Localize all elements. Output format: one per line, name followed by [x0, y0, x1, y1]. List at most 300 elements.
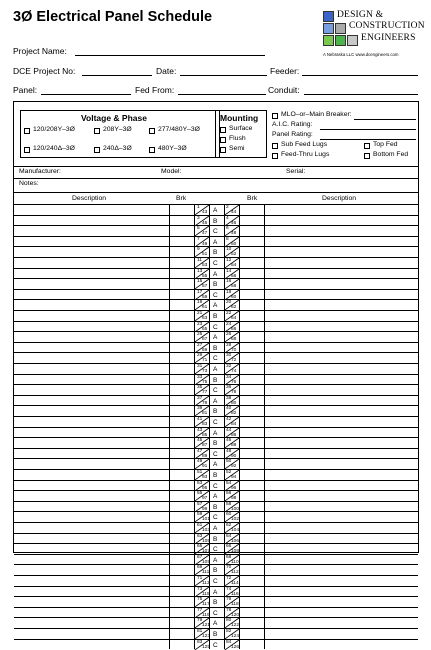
voltage-option-5-checkbox[interactable]: [94, 147, 100, 153]
circuit-number-left-top: 77: [197, 607, 203, 613]
table-row[interactable]: [14, 236, 418, 247]
phase-label: A: [213, 397, 218, 405]
serial-label: Serial:: [286, 168, 306, 175]
circuit-number-left-top: 57: [197, 501, 203, 507]
phase-label: A: [213, 302, 218, 310]
mounting-semi-checkbox[interactable]: [220, 147, 226, 153]
circuit-number-left-bottom: 89: [202, 453, 208, 459]
circuit-number-left-top: 81: [197, 629, 203, 634]
circuit-number-left-top: 13: [197, 268, 203, 274]
circuit-number-right-bottom: 46: [231, 220, 237, 226]
circuit-number-right-top: 70: [226, 565, 232, 571]
phase-label: B: [213, 472, 218, 479]
table-row[interactable]: [14, 458, 418, 469]
mounting-surface-checkbox[interactable]: [220, 127, 226, 133]
circuit-number-left-bottom: 123: [202, 634, 211, 639]
circuit-number-left-top: 15: [197, 279, 203, 285]
circuit-number-left-top: 55: [197, 491, 203, 497]
phase-label: C: [213, 355, 218, 363]
circuit-number-left-top: 9: [197, 247, 200, 253]
table-row[interactable]: [14, 607, 418, 618]
bottom-fed-label: Bottom Fed: [373, 151, 409, 158]
panel-label: Panel:: [13, 85, 38, 95]
logo-square: [347, 35, 358, 46]
circuit-number-right-top: 40: [226, 406, 232, 412]
circuit-number-right-bottom: 84: [231, 422, 237, 427]
voltage-option-3-checkbox[interactable]: [149, 128, 155, 134]
circuit-number-right-top: 24: [226, 321, 232, 327]
divider: [14, 166, 418, 167]
mounting-surface-label: Surface: [229, 125, 253, 132]
circuit-number-left-bottom: 113: [202, 581, 210, 586]
circuit-number-left-top: 83: [197, 639, 203, 645]
phase-label: C: [213, 450, 218, 458]
circuit-number-left-top: 27: [197, 342, 203, 348]
circuit-number-right-bottom: 58: [231, 284, 237, 290]
circuit-number-right-top: 48: [226, 448, 232, 454]
circuit-number-right-top: 30: [226, 353, 232, 359]
circuit-number-right-top: 66: [226, 544, 232, 550]
circuit-number-right-bottom: 110: [231, 559, 239, 565]
feed-thru-lugs-checkbox[interactable]: [272, 153, 278, 159]
circuit-number-left-top: 43: [197, 427, 203, 433]
circuit-number-right-top: 64: [226, 533, 232, 539]
table-row[interactable]: [14, 257, 418, 268]
circuit-number-left-bottom: 61: [202, 305, 208, 311]
circuit-number-left-bottom: 85: [202, 432, 208, 438]
schedule-frame: [13, 101, 419, 650]
circuit-number-left-bottom: 53: [202, 263, 208, 268]
circuit-number-right-top: 12: [226, 258, 232, 263]
circuit-number-right-bottom: 72: [231, 358, 237, 364]
phase-label: B: [213, 535, 218, 543]
circuit-number-left-bottom: 103: [202, 528, 211, 533]
circuit-number-left-top: 1: [197, 205, 200, 210]
date-label: Date:: [156, 66, 177, 76]
feeder-label: Feeder:: [270, 66, 300, 76]
circuit-number-left-bottom: 73: [202, 369, 208, 374]
phase-label: B: [213, 440, 218, 448]
table-row[interactable]: [14, 469, 418, 480]
circuit-number-right-bottom: 118: [231, 602, 239, 608]
logo-square: [323, 23, 334, 34]
manufacturer-label: Manufacturer:: [19, 168, 61, 175]
model-label: Model:: [161, 168, 182, 175]
circuit-number-right-top: 76: [226, 597, 232, 603]
right-breaker-header: Brk: [247, 195, 258, 202]
table-row[interactable]: [14, 289, 418, 300]
circuit-number-right-top: 2: [226, 205, 229, 210]
left-breaker-header: Brk: [176, 195, 187, 202]
circuit-number-right-bottom: 48: [231, 231, 237, 237]
circuit-number-left-bottom: 81: [202, 411, 208, 417]
phase-label: C: [213, 228, 218, 236]
circuit-number-left-bottom: 87: [202, 443, 208, 449]
phase-label: B: [213, 599, 218, 607]
project-name-label: Project Name:: [13, 46, 67, 56]
phase-label: C: [213, 578, 218, 585]
circuit-number-right-bottom: 122: [231, 623, 240, 629]
circuit-number-left-top: 47: [197, 448, 203, 454]
phase-label: C: [213, 482, 218, 490]
circuit-number-left-bottom: 79: [202, 400, 208, 406]
circuit-number-right-top: 28: [226, 342, 232, 348]
circuit-number-right-bottom: 60: [231, 294, 237, 300]
mounting-flush-checkbox[interactable]: [220, 137, 226, 143]
voltage-option-3-label: 277/480Y–3Ø: [158, 126, 200, 133]
circuit-number-right-top: 80: [226, 618, 232, 624]
circuit-number-right-top: 56: [226, 491, 232, 497]
dce-project-no-label: DCE Project No:: [13, 66, 76, 76]
mounting-flush-label: Flush: [229, 135, 246, 142]
circuit-number-right-bottom: 94: [231, 475, 237, 480]
circuit-number-right-top: 52: [226, 470, 232, 475]
circuit-number-left-bottom: 77: [202, 390, 208, 396]
phase-label: C: [213, 387, 218, 395]
logo-square: [323, 11, 334, 22]
phase-label: B: [213, 344, 218, 352]
logo-square: [323, 35, 334, 46]
voltage-option-6-label: 480Y–3Ø: [158, 145, 187, 152]
circuit-number-right-bottom: 68: [231, 337, 237, 343]
left-description-header: Description: [72, 195, 106, 202]
circuit-number-left-top: 3: [197, 215, 200, 221]
circuit-number-left-top: 67: [197, 554, 203, 560]
table-row[interactable]: [14, 352, 418, 363]
circuit-number-left-top: 65: [197, 544, 203, 550]
circuit-number-right-bottom: 120: [231, 612, 240, 618]
circuit-number-left-bottom: 57: [202, 284, 208, 290]
circuit-number-right-bottom: 44: [231, 210, 237, 215]
circuit-number-left-top: 11: [197, 258, 202, 263]
phase-label: C: [213, 260, 218, 267]
phase-label: C: [213, 323, 218, 331]
table-row[interactable]: [14, 490, 418, 501]
table-row[interactable]: [14, 427, 418, 438]
circuit-number-right-top: 62: [226, 523, 232, 528]
panel-field[interactable]: [41, 94, 131, 95]
circuit-number-left-top: 79: [197, 618, 203, 624]
voltage-option-1-checkbox[interactable]: [24, 128, 30, 134]
circuit-number-right-bottom: 92: [231, 464, 237, 470]
circuit-number-right-bottom: 116: [231, 591, 239, 597]
voltage-option-1-label: 120/208Y–3Ø: [33, 126, 75, 133]
circuit-number-left-top: 45: [197, 438, 203, 444]
circuit-number-right-top: 42: [226, 417, 232, 422]
voltage-phase-title: Voltage & Phase: [81, 113, 147, 123]
conduit-label: Conduit:: [268, 85, 300, 95]
feeder-field[interactable]: [302, 75, 418, 76]
circuit-number-right-top: 46: [226, 438, 232, 444]
circuit-number-right-bottom: 50: [231, 241, 237, 247]
circuit-number-right-top: 60: [226, 512, 232, 518]
circuit-number-right-bottom: 62: [231, 305, 237, 311]
circuit-number-right-bottom: 54: [231, 263, 237, 268]
circuit-number-right-bottom: 78: [231, 390, 237, 396]
phase-label: A: [213, 493, 218, 501]
table-row[interactable]: [14, 639, 418, 650]
table-row[interactable]: [14, 278, 418, 289]
circuit-number-left-bottom: 125: [202, 644, 211, 650]
logo-line-2: CONSTRUCTION: [349, 21, 425, 31]
circuit-number-left-bottom: 43: [202, 210, 208, 215]
circuit-number-left-top: 35: [197, 385, 203, 391]
phase-label: B: [213, 217, 218, 225]
table-row[interactable]: [14, 299, 418, 310]
circuit-number-right-top: 32: [226, 364, 232, 369]
circuit-number-right-top: 36: [226, 385, 232, 391]
circuit-number-right-bottom: 98: [231, 496, 237, 502]
fed-from-field[interactable]: [178, 94, 266, 95]
top-fed-checkbox[interactable]: [364, 143, 370, 149]
table-row[interactable]: [14, 374, 418, 385]
mlo-label: MLO–or–Main Breaker:: [281, 111, 352, 118]
circuit-number-right-bottom: 104: [231, 528, 240, 533]
table-row[interactable]: [14, 575, 418, 586]
circuit-number-left-bottom: 65: [202, 326, 208, 332]
circuit-number-left-bottom: 119: [202, 612, 210, 618]
voltage-option-4-label: 120/240Δ–3Ø: [33, 145, 75, 152]
circuit-number-left-top: 53: [197, 480, 203, 486]
phase-label: A: [213, 366, 218, 373]
notes-label: Notes:: [19, 180, 39, 187]
circuit-number-right-bottom: 96: [231, 485, 237, 491]
aic-rating-field[interactable]: [320, 129, 416, 130]
phase-label: C: [213, 546, 218, 554]
project-name-field[interactable]: [75, 55, 265, 56]
phase-label: B: [213, 313, 218, 320]
circuit-number-left-bottom: 71: [202, 358, 208, 364]
conduit-field[interactable]: [304, 94, 418, 95]
circuit-number-right-top: 84: [226, 639, 232, 645]
circuit-number-right-bottom: 52: [231, 252, 237, 258]
bottom-fed-checkbox[interactable]: [364, 153, 370, 159]
table-row[interactable]: [14, 501, 418, 512]
circuit-number-right-top: 58: [226, 501, 232, 507]
circuit-number-left-top: 63: [197, 533, 203, 539]
circuit-number-left-top: 39: [197, 406, 203, 412]
circuit-number-right-top: 72: [226, 576, 232, 581]
circuit-number-left-bottom: 99: [202, 506, 208, 512]
phase-label: A: [213, 620, 218, 628]
voltage-option-4-checkbox[interactable]: [24, 147, 30, 153]
table-row[interactable]: [14, 448, 418, 459]
circuit-number-left-bottom: 59: [202, 294, 208, 300]
circuit-number-right-bottom: 124: [231, 634, 240, 639]
logo-square: [335, 35, 346, 46]
phase-label: C: [213, 291, 218, 299]
circuit-number-left-top: 17: [197, 289, 203, 295]
circuit-number-right-top: 14: [226, 268, 232, 274]
circuit-number-left-top: 23: [197, 321, 203, 327]
mlo-field[interactable]: [354, 119, 416, 120]
phase-label: A: [213, 238, 218, 246]
circuit-number-right-top: 54: [226, 480, 232, 486]
circuit-number-left-top: 19: [197, 300, 203, 306]
circuit-number-right-bottom: 86: [231, 432, 237, 438]
voltage-option-2-checkbox[interactable]: [94, 128, 100, 134]
table-row[interactable]: [14, 395, 418, 406]
panel-rating-field[interactable]: [320, 139, 416, 140]
phase-label: A: [213, 207, 218, 214]
circuit-number-right-bottom: 112: [231, 570, 239, 576]
circuit-number-right-bottom: 114: [231, 581, 239, 586]
circuit-number-right-top: 26: [226, 332, 232, 338]
table-row[interactable]: [14, 564, 418, 575]
voltage-option-5-label: 240Δ–3Ø: [103, 145, 132, 152]
right-description-header: Description: [322, 195, 356, 202]
logo-line-1: DESIGN &: [337, 10, 384, 20]
circuit-number-right-top: 74: [226, 586, 232, 592]
circuit-number-right-top: 82: [226, 629, 232, 634]
circuit-number-right-top: 44: [226, 427, 232, 433]
circuit-number-left-bottom: 83: [202, 422, 208, 427]
voltage-phase-box: [20, 110, 220, 158]
table-row[interactable]: [14, 246, 418, 257]
table-row[interactable]: [14, 331, 418, 342]
date-field[interactable]: [180, 75, 267, 76]
mlo-checkbox[interactable]: [272, 113, 278, 119]
circuit-number-left-bottom: 111: [202, 570, 210, 576]
page-title: 3Ø Electrical Panel Schedule: [13, 9, 213, 25]
circuit-number-right-bottom: 102: [231, 517, 240, 523]
phase-label: B: [213, 376, 218, 384]
circuit-number-left-bottom: 49: [202, 241, 208, 247]
circuit-number-right-bottom: 70: [231, 347, 237, 353]
circuit-number-left-top: 49: [197, 459, 203, 465]
table-row[interactable]: [14, 543, 418, 554]
circuit-number-right-bottom: 100: [231, 506, 240, 512]
circuit-number-left-top: 69: [197, 565, 203, 571]
table-row[interactable]: [14, 586, 418, 597]
mounting-box: [215, 110, 267, 158]
sub-feed-lugs-label: Sub Feed Lugs: [281, 141, 328, 148]
circuit-number-left-bottom: 45: [202, 220, 208, 226]
phase-label: A: [213, 556, 218, 564]
table-row[interactable]: [14, 204, 418, 215]
circuit-number-left-top: 25: [197, 332, 203, 338]
circuit-number-left-top: 73: [197, 586, 203, 592]
circuit-number-left-top: 51: [197, 470, 203, 475]
table-row[interactable]: [14, 511, 418, 522]
circuit-number-left-top: 33: [197, 374, 203, 380]
logo-tagline: A Nebraska LLC www.dcengineers.com: [323, 52, 399, 57]
circuit-number-left-bottom: 121: [202, 623, 211, 629]
circuit-number-left-top: 59: [197, 512, 203, 518]
circuit-number-right-top: 10: [226, 247, 232, 253]
circuit-number-right-bottom: 56: [231, 273, 237, 279]
phase-label: B: [213, 408, 218, 416]
circuit-number-right-bottom: 76: [231, 379, 237, 385]
panel-rating-label: Panel Rating:: [272, 131, 313, 138]
circuit-number-right-top: 78: [226, 607, 232, 613]
circuit-number-right-top: 38: [226, 395, 232, 401]
phase-label: B: [213, 281, 218, 289]
circuit-number-right-bottom: 64: [231, 316, 237, 321]
table-row[interactable]: [14, 628, 418, 639]
circuit-number-left-bottom: 47: [202, 231, 208, 237]
circuit-number-right-bottom: 126: [231, 644, 240, 650]
table-row[interactable]: [14, 321, 418, 332]
table-row[interactable]: [14, 533, 418, 544]
table-row[interactable]: [14, 310, 418, 321]
table-row[interactable]: [14, 215, 418, 226]
circuit-number-left-top: 71: [197, 576, 203, 581]
circuit-number-right-bottom: 82: [231, 411, 237, 417]
table-row[interactable]: [14, 363, 418, 374]
company-logo: [321, 8, 425, 58]
circuit-number-left-bottom: 97: [202, 496, 208, 502]
circuit-number-right-bottom: 74: [231, 369, 237, 374]
phase-label: A: [213, 334, 218, 342]
dce-project-no-field[interactable]: [82, 75, 152, 76]
circuit-number-right-top: 50: [226, 459, 232, 465]
circuit-number-right-top: 18: [226, 289, 232, 295]
voltage-option-6-checkbox[interactable]: [149, 147, 155, 153]
circuit-number-left-bottom: 63: [202, 316, 208, 321]
table-row[interactable]: [14, 384, 418, 395]
phase-label: B: [213, 567, 218, 575]
circuit-number-right-top: 20: [226, 300, 232, 306]
circuit-number-left-top: 7: [197, 236, 200, 242]
circuit-number-right-top: 34: [226, 374, 232, 380]
table-row[interactable]: [14, 554, 418, 565]
phase-label: A: [213, 270, 218, 278]
circuit-number-left-bottom: 101: [202, 517, 211, 523]
top-fed-label: Top Fed: [373, 141, 398, 148]
table-row[interactable]: [14, 522, 418, 533]
circuit-number-left-bottom: 51: [202, 252, 208, 258]
sub-feed-lugs-checkbox[interactable]: [272, 143, 278, 149]
circuit-number-right-bottom: 80: [231, 400, 237, 406]
phase-label: C: [213, 514, 218, 522]
table-row[interactable]: [14, 405, 418, 416]
logo-line-3: ENGINEERS: [361, 33, 416, 43]
fed-from-label: Fed From:: [135, 85, 175, 95]
circuit-number-left-bottom: 105: [202, 538, 211, 544]
table-row[interactable]: [14, 268, 418, 279]
table-row[interactable]: [14, 225, 418, 236]
circuit-number-left-bottom: 67: [202, 337, 208, 343]
circuit-number-right-bottom: 88: [231, 443, 237, 449]
aic-rating-label: A.I.C. Rating:: [272, 121, 313, 128]
table-row[interactable]: [14, 416, 418, 427]
mounting-semi-label: Semi: [229, 145, 245, 152]
circuit-number-left-top: 61: [197, 523, 203, 528]
circuit-number-right-top: 8: [226, 236, 229, 242]
circuit-number-left-bottom: 115: [202, 591, 210, 597]
circuit-number-left-top: 5: [197, 226, 200, 232]
circuit-number-right-top: 4: [226, 215, 229, 221]
table-row[interactable]: [14, 617, 418, 628]
table-row[interactable]: [14, 480, 418, 491]
circuit-number-right-bottom: 66: [231, 326, 237, 332]
circuit-number-left-bottom: 93: [202, 475, 208, 480]
circuit-number-left-bottom: 91: [202, 464, 208, 470]
circuit-number-left-bottom: 95: [202, 485, 208, 491]
table-row[interactable]: [14, 596, 418, 607]
table-row[interactable]: [14, 437, 418, 448]
circuit-number-left-bottom: 69: [202, 347, 208, 353]
phase-label: C: [213, 419, 218, 426]
circuit-number-left-bottom: 55: [202, 273, 208, 279]
table-row[interactable]: [14, 342, 418, 353]
phase-label: B: [213, 631, 218, 638]
circuit-number-left-bottom: 109: [202, 559, 211, 565]
phase-label: C: [213, 609, 218, 617]
mounting-title: Mounting: [220, 113, 259, 123]
circuit-number-left-top: 21: [197, 311, 203, 316]
